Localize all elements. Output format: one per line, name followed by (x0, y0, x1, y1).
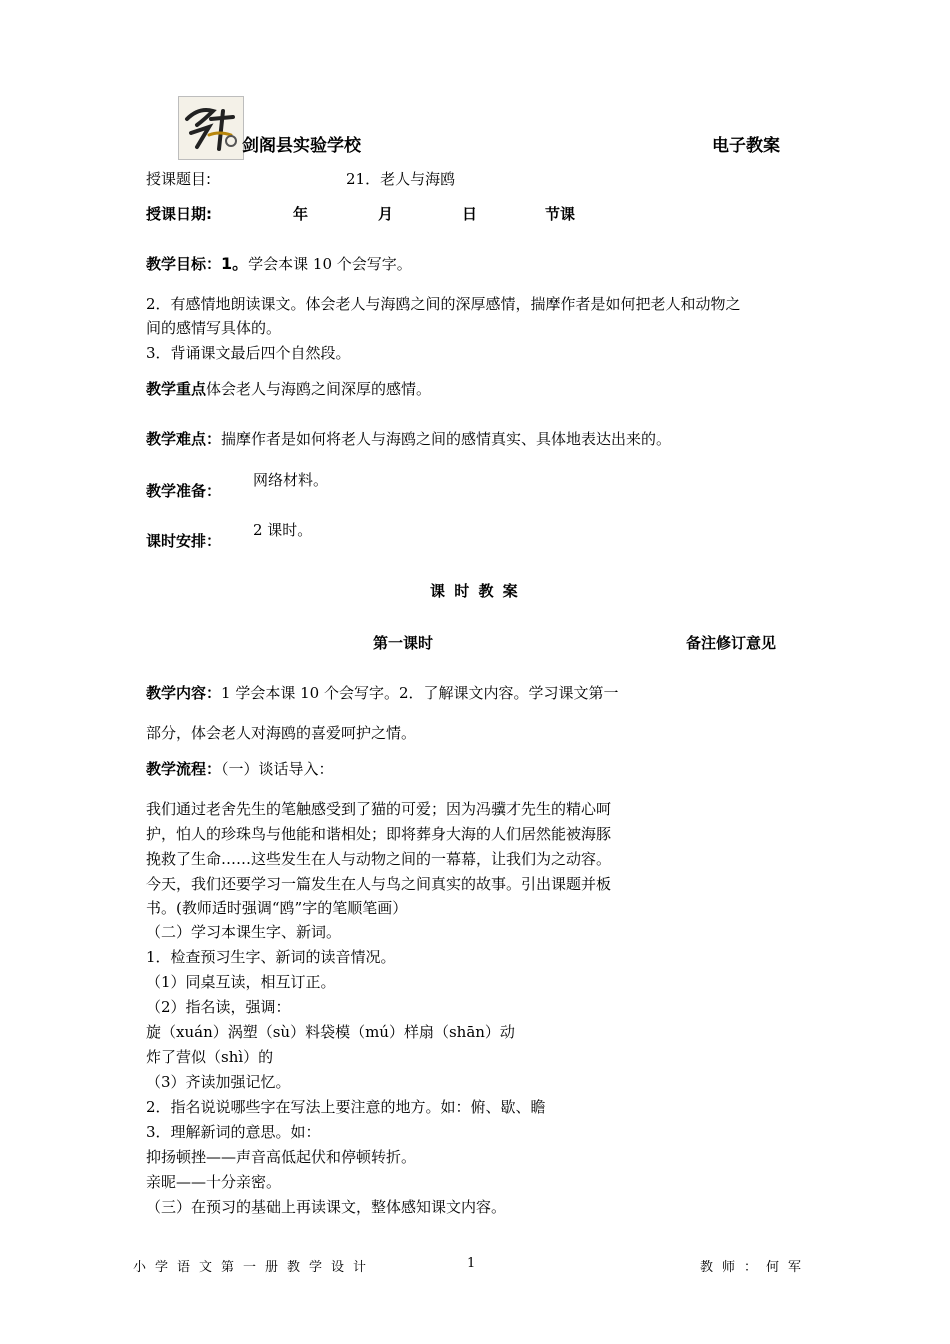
date-period: 节课 (545, 205, 576, 223)
topic-value: 21．老人与海鸥 (346, 170, 456, 188)
goal-number-1: 1。 (221, 254, 249, 273)
notes-header: 备注修订意见 (686, 634, 777, 652)
process-line: 3．理解新词的意思。如： (146, 1123, 321, 1141)
preparation-text: 网络材料。 (253, 471, 329, 489)
lesson-title: 第一课时 (373, 634, 434, 652)
section-title: 课 时 教 案 (430, 582, 520, 600)
schedule-text: 2 课时。 (253, 521, 313, 539)
goals-label: 教学目标： (146, 255, 222, 273)
process-line: 2．指名说说哪些字在写法上要注意的地方。如：俯、歇、瞻 (146, 1098, 546, 1116)
goal-item-2-line-1: 2．有感情地朗读课文。体会老人与海鸥之间的深厚感情，揣摩作者是如何把老人和动物之 (146, 295, 741, 313)
process-line: （2）指名读，强调： (146, 998, 291, 1016)
process-line: 1．检查预习生字、新词的读音情况。 (146, 948, 396, 966)
process-line: 亲昵——十分亲密。 (146, 1173, 282, 1191)
goal-item-1 (146, 252, 412, 276)
goal-item-3: 3．背诵课文最后四个自然段。 (146, 344, 351, 362)
process-line: 今天，我们还要学习一篇发生在人与鸟之间真实的故事。引出课题并板 (146, 875, 612, 893)
process-line: （三）在预习的基础上再读课文，整体感知课文内容。 (146, 1198, 507, 1216)
key-point-text: 体会老人与海鸥之间深厚的感情。 (206, 380, 432, 398)
date-year: 年 (293, 205, 309, 223)
schedule-label: 课时安排： (146, 532, 222, 550)
process-line: （二）学习本课生字、新词。 (146, 923, 342, 941)
process-line: 抑扬顿挫——声音高低起伏和停顿转折。 (146, 1148, 417, 1166)
logo-calligraphy-icon (179, 97, 243, 159)
goal-item-2-line-2: 间的感情写具体的。 (146, 319, 282, 337)
difficulty-label: 教学难点： (146, 430, 222, 448)
footer-title: 小学语文第一册教学设计 (133, 1260, 376, 1275)
process-line: 旋（xuán）涡塑（sù）料袋模（mú）样扇（shān）动 (146, 1023, 515, 1041)
footer-teacher: 教师：何军 (700, 1260, 811, 1275)
page-number: 1 (467, 1256, 476, 1271)
process-label: 教学流程： (146, 760, 222, 778)
school-logo (178, 96, 244, 160)
process-line: 书。(教师适时强调“鸥”字的笔顺笔画） (146, 899, 408, 917)
content-text-1: 1 学会本课 10 个会写字。2．了解课文内容。学习课文第一 (221, 684, 619, 702)
difficulty-text: 揣摩作者是如何将老人与海鸥之间的感情真实、具体地表达出来的。 (221, 430, 672, 448)
process-line: 挽救了生命……这些发生在人与动物之间的一幕幕，让我们为之动容。 (146, 850, 612, 868)
process-line: （3）齐读加强记忆。 (146, 1073, 291, 1091)
process-first-step: （一）谈话导入： (221, 760, 334, 778)
topic-label: 授课题目: (146, 170, 212, 188)
preparation-label: 教学准备： (146, 482, 222, 500)
process-line: （1）同桌互读，相互订正。 (146, 973, 336, 991)
difficulty (146, 427, 671, 451)
key-point (146, 377, 431, 401)
doc-type: 电子教案 (712, 136, 780, 156)
goal-text-1: 学会本课 10 个会写字。 (248, 255, 412, 273)
process-line: 我们通过老舍先生的笔触感受到了猫的可爱；因为冯骥才先生的精心呵 (146, 800, 612, 818)
key-point-label: 教学重点 (146, 380, 207, 398)
date-month: 月 (378, 205, 394, 223)
content-line-2: 部分，体会老人对海鸥的喜爱呵护之情。 (146, 724, 417, 742)
process-line: 护，怕人的珍珠鸟与他能和谐相处；即将葬身大海的人们居然能被海豚 (146, 825, 612, 843)
date-day: 日 (462, 205, 478, 223)
school-name: 剑阁县实验学校 (242, 136, 361, 156)
process-line: 炸了营似（shì）的 (146, 1048, 274, 1066)
date-label: 授课日期: (146, 205, 212, 223)
process-heading (146, 757, 334, 781)
content-line-1 (146, 681, 619, 705)
content-label: 教学内容： (146, 684, 222, 702)
